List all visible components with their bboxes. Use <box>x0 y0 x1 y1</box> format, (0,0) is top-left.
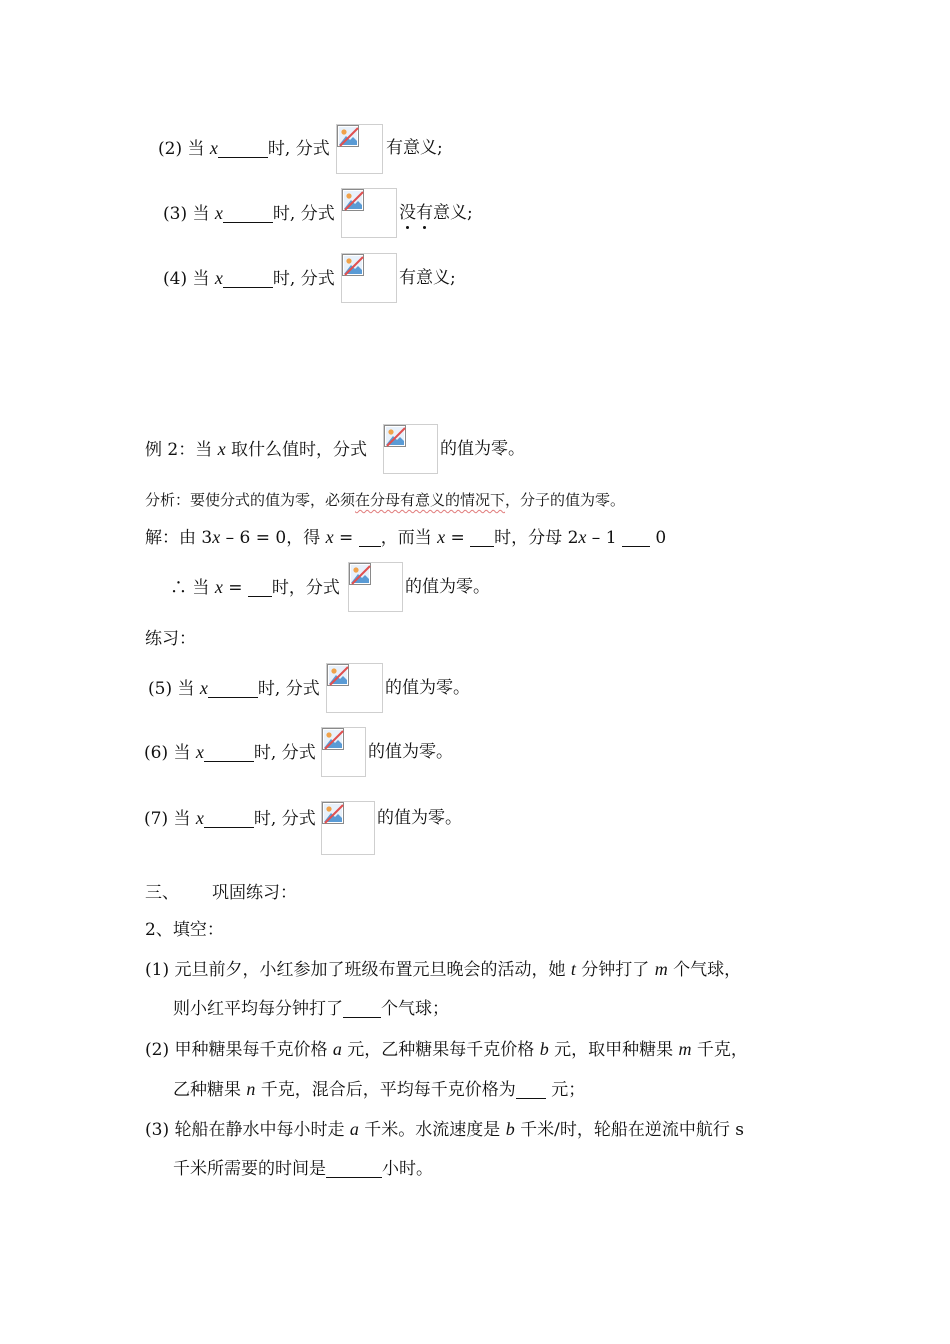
answer-blank[interactable] <box>208 679 258 698</box>
exercise-6: (6) 当 x 时, 分式 <box>144 742 316 763</box>
practice-label: 练习： <box>145 629 196 649</box>
answer-blank[interactable] <box>622 528 650 547</box>
question-1-line-2: 则小红平均每分钟打了 个气球； <box>173 999 449 1019</box>
question-3-line-1: (3) 轮船在静水中每小时走 a 千米。水流速度是 b 千米/时，轮船在逆流中航行 s <box>145 1119 744 1140</box>
therefore-tail: 的值为零。 <box>405 577 490 597</box>
exercise-2-tail: 有意义; <box>386 138 443 158</box>
answer-blank[interactable] <box>343 999 381 1018</box>
answer-blank[interactable] <box>218 139 268 158</box>
exercise-5-tail: 的值为零。 <box>385 678 470 698</box>
exercise-3: (3) 当 x 时, 分式 <box>163 203 335 224</box>
exercise-3-tail: 没有意义; <box>399 203 473 223</box>
broken-image-icon <box>348 562 403 612</box>
question-2-line-2: 乙种糖果 n 千克，混合后，平均每千克价格为 元； <box>173 1079 586 1100</box>
example-2-tail: 的值为零。 <box>440 439 525 459</box>
exercise-4: (4) 当 x 时, 分式 <box>163 268 335 289</box>
exercise-5: (5) 当 x 时, 分式 <box>148 678 320 699</box>
answer-blank[interactable] <box>516 1080 546 1099</box>
question-1-line-1: (1) 元旦前夕，小红参加了班级布置元旦晚会的活动，她 t 分钟打了 m 个气球， <box>145 959 742 980</box>
answer-blank[interactable] <box>204 743 254 762</box>
example-2: 例 2：当 x 取什么值时，分式 <box>145 439 368 460</box>
analysis: 分析：要使分式的值为零，必须在分母有意义的情况下，分子的值为零。 <box>145 491 626 509</box>
broken-image-icon <box>383 424 438 474</box>
answer-blank[interactable] <box>359 528 381 547</box>
exercise-2: (2) 当 x 时, 分式 <box>158 138 330 159</box>
fill-in-label: 2、填空： <box>145 920 224 940</box>
exercise-7-tail: 的值为零。 <box>377 808 462 828</box>
section-3-number: 三、 <box>145 883 179 903</box>
broken-image-icon <box>321 801 375 855</box>
solution: 解：由 3x – 6 = 0，得 x = ，而当 x = 时，分母 2x – 1 0 <box>145 527 667 548</box>
question-3-line-2: 千米所需要的时间是 小时。 <box>173 1159 433 1179</box>
therefore-line: ∴ 当 x = 时，分式 <box>170 577 340 598</box>
question-2-line-1: (2) 甲种糖果每千克价格 a 元，乙种糖果每千克价格 b 元，取甲种糖果 m 千克， <box>145 1039 748 1060</box>
answer-blank[interactable] <box>470 528 494 547</box>
broken-image-icon <box>341 188 397 238</box>
broken-image-icon <box>326 663 383 713</box>
broken-image-icon <box>336 124 383 174</box>
exercise-4-tail: 有意义; <box>399 268 456 288</box>
answer-blank[interactable] <box>223 269 273 288</box>
broken-image-icon <box>341 253 397 303</box>
broken-image-icon <box>321 727 366 777</box>
answer-blank[interactable] <box>223 204 273 223</box>
answer-blank[interactable] <box>248 578 272 597</box>
exercise-7: (7) 当 x 时, 分式 <box>144 808 316 829</box>
section-3-title: 巩固练习： <box>212 883 297 903</box>
answer-blank[interactable] <box>204 809 254 828</box>
exercise-6-tail: 的值为零。 <box>368 742 453 762</box>
answer-blank[interactable] <box>326 1159 382 1178</box>
